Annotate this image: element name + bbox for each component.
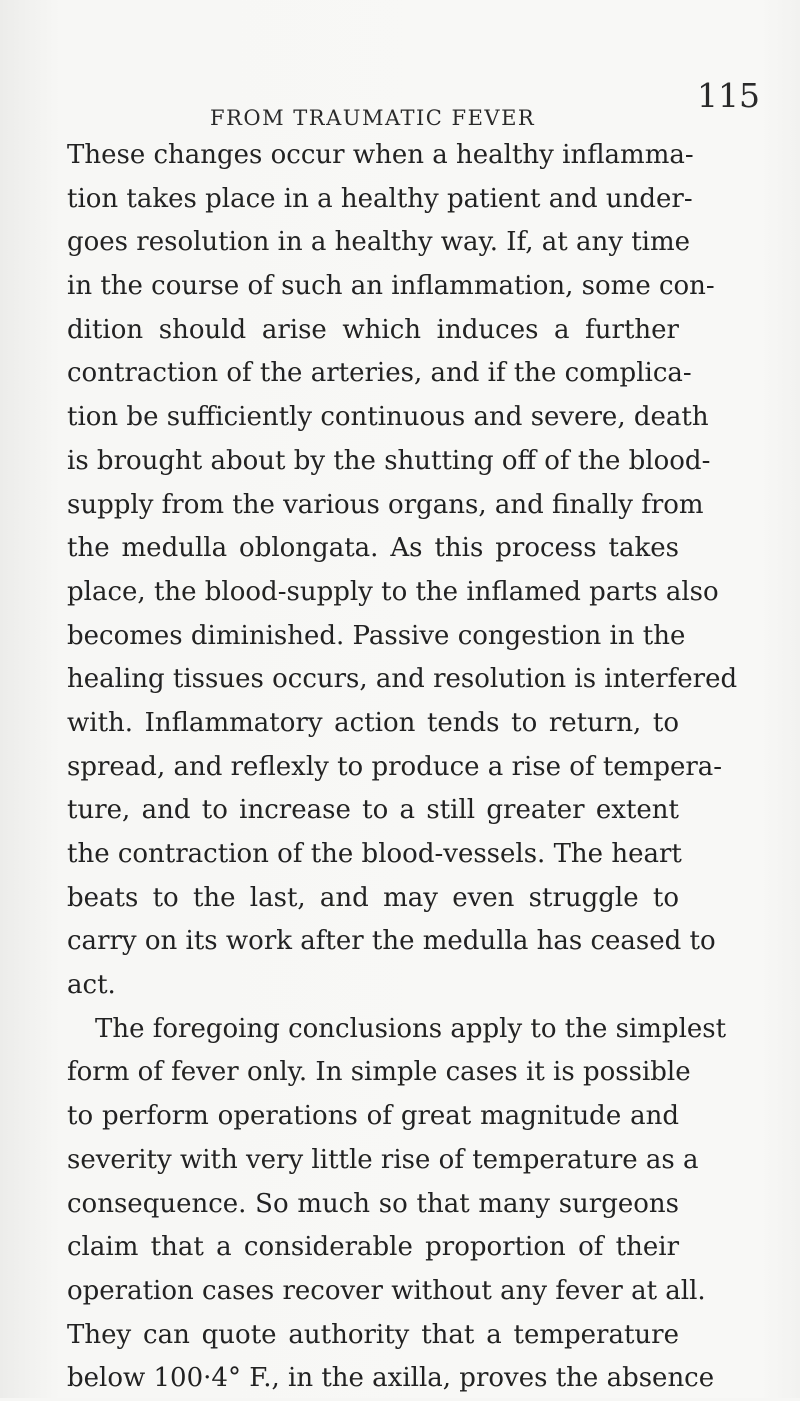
text-line: consequence. So much so that many surgeons [67, 1188, 679, 1219]
text-line: operation cases recover without any fever at all. [67, 1275, 706, 1306]
text-line: is brought about by the shutting off of the blood- [67, 445, 711, 476]
text-line: dition should arise which induces a further [67, 314, 679, 345]
text-line: severity with very little rise of temperature as a [67, 1144, 699, 1175]
text-line: in the course of such an inflammation, some con- [67, 271, 715, 302]
text-line: claim that a considerable proportion of their [67, 1232, 679, 1263]
text-line: place, the blood-supply to the inflamed parts also [67, 576, 719, 607]
text-line: ture, and to increase to a still greater extent [67, 795, 679, 826]
running-head: FROM TRAUMATIC FEVER [210, 106, 536, 130]
body-text [67, 134, 738, 1401]
text-line: the medulla oblongata. As this process takes [67, 533, 679, 564]
page-number: 115 [697, 76, 760, 115]
text-line: tion takes place in a healthy patient and under- [67, 183, 693, 214]
text-line: below 100·4° F., in the axilla, proves the absence [67, 1363, 715, 1394]
text-line: They can quote authority that a temperature [67, 1319, 679, 1350]
text-line: tion be sufficiently continuous and severe, death [67, 402, 709, 433]
text-line: the contraction of the blood-vessels. The heart [67, 839, 682, 869]
text-line: form of fever only. In simple cases it is possible [67, 1057, 691, 1088]
text-line: carry on its work after the medulla has ceased to [67, 926, 716, 957]
text-line: with. Inflammatory action tends to return, to [67, 707, 679, 738]
text-line: spread, and reflexly to produce a rise of tempera- [67, 751, 723, 782]
text-line: contraction of the arteries, and if the complica- [67, 358, 692, 389]
text-line-paragraph-end: act. [67, 970, 116, 1001]
text-line: healing tissues occurs, and resolution is interfered [67, 664, 738, 695]
text-line-paragraph-start: The foregoing conclusions apply to the simplest [95, 1013, 727, 1044]
text-line: These changes occur when a healthy inflamma- [67, 140, 694, 170]
text-line: beats to the last, and may even struggle to [67, 882, 679, 913]
text-line: to perform operations of great magnitude and [67, 1101, 679, 1132]
text-line: goes resolution in a healthy way. If, at any time [67, 227, 691, 258]
text-line: supply from the various organs, and finally from [67, 489, 704, 520]
text-line: becomes diminished. Passive congestion in the [67, 620, 686, 651]
